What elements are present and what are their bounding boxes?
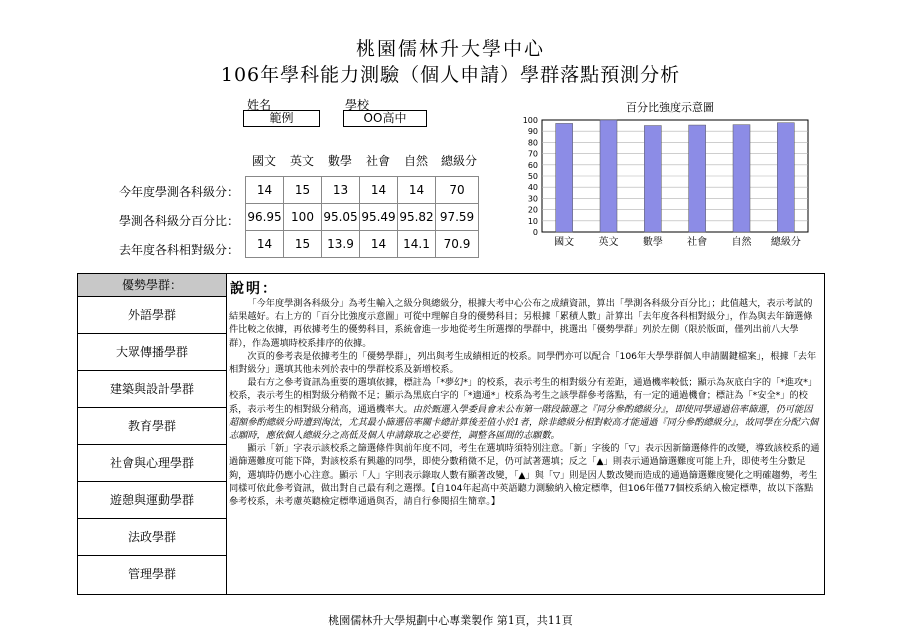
- x-tick-label: 自然: [731, 237, 752, 248]
- page-title: 桃園儒林升大學中心: [355, 38, 545, 60]
- score-cell: 14: [246, 177, 284, 204]
- x-tick-label: 國文: [554, 237, 575, 248]
- score-cell: 95.82: [398, 204, 436, 231]
- group-item: 外語學群: [78, 297, 226, 334]
- chart-title: 百分比強度示意圖: [626, 101, 714, 114]
- score-cell: 14: [360, 231, 398, 258]
- strength-chart: [510, 112, 810, 257]
- score-cell: 15: [284, 177, 322, 204]
- y-tick-label: 30: [527, 194, 538, 204]
- subject-header: 國文: [251, 154, 276, 168]
- y-tick-label: 50: [527, 172, 538, 181]
- dominant-groups-panel: [77, 273, 227, 595]
- y-tick-label: 80: [527, 138, 538, 148]
- row-label-percent: 學測各科級分百分比：: [118, 214, 239, 228]
- description-paragraph: 「今年度學測各科級分」為考生輸入之級分與總級分，根據大考中心公布之成績資訊，算出「學測各科級分百分比」；此值越大，表示考試的結果越好。右上方的「百分比強度示意圖」可從中理解自身的優勢科目；另根據「累積人數」計算出「去年度各科相對級分」，作為與去年篩選條件比較之依據，再依據考生的優勢科目，系統會進一步地從考生所選擇的學群中，挑選出「優勢學群」列於左側（限於版面，僅列出前八大學群），作為選填時校系排序的依據。: [229, 298, 813, 349]
- subject-header: 自然: [403, 154, 428, 168]
- score-cell: 95.49: [360, 204, 398, 231]
- y-tick-label: 0: [532, 228, 538, 237]
- table-row: [246, 177, 479, 204]
- description-paragraph: [229, 376, 821, 442]
- subject-header: 英文: [289, 154, 314, 168]
- page-footer: 桃園儒林升大學規劃中心專業製作 第1頁，共11頁: [328, 614, 573, 627]
- name-label: 姓名: [247, 98, 272, 112]
- school-field: OO高中: [343, 110, 427, 127]
- bar: [777, 123, 794, 232]
- score-cell: 14.1: [398, 231, 436, 258]
- score-cell: 100: [284, 204, 322, 231]
- bar: [644, 126, 661, 232]
- row-label-current: 今年度學測各科級分：: [118, 185, 239, 199]
- group-item: 大眾傳播學群: [78, 334, 226, 371]
- score-cell: 97.59: [436, 204, 479, 231]
- description-paragraph: 顯示「新」字表示該校系之篩選條件與前年度不同，考生在選填時須特別注意。「新」字後的「▽」表示因新篩選條件的改變，導致該校系的通過篩選難度可能下降，對該校系有興趣的同學，即使分數稍微不足，仍可試著選填；反之「▲」則表示通過篩選難度可能上升，即使考生分數足夠，選填時仍應小心注意。顯示「人」字則表示錄取人數有顯著改變，「▲」與「▽」則是因人數改變而造成的通過篩選難度變化之明確趨勢，考生同樣可依此參考資訊，做出對自己最有利之選擇。【自104年起高中英語聽力測驗納入檢定標準，但106年僅77個校系納入檢定標準，故以下落點參考校系，未考慮英聽檢定標準通過與否，請自行參閱招生簡章。】: [229, 443, 820, 508]
- score-cell: 96.95: [246, 204, 284, 231]
- name-field: 範例: [243, 110, 320, 127]
- y-tick-label: 10: [527, 216, 538, 226]
- bar: [689, 125, 706, 232]
- x-tick-label: 總級分: [770, 237, 801, 248]
- score-cell: 14: [246, 231, 284, 258]
- x-tick-label: 數學: [642, 237, 663, 248]
- y-tick-label: 100: [522, 116, 538, 125]
- y-tick-label: 40: [527, 183, 538, 193]
- y-tick-label: 90: [527, 127, 538, 137]
- group-item: 遊憩與運動學群: [78, 482, 226, 519]
- subject-header: 總級分: [440, 154, 477, 168]
- score-cell: 14: [360, 177, 398, 204]
- table-row: [246, 204, 479, 231]
- subject-header: 數學: [327, 154, 352, 168]
- row-label-lastyear: 去年度各科相對級分：: [118, 243, 239, 257]
- x-tick-label: 英文: [598, 237, 619, 248]
- score-cell: 13: [322, 177, 360, 204]
- score-cell: 13.9: [322, 231, 360, 258]
- group-item: 教育學群: [78, 408, 226, 445]
- description-title: 說明：: [230, 281, 278, 297]
- bar: [600, 120, 617, 232]
- group-item: 社會與心理學群: [78, 445, 226, 482]
- page-subtitle: 106年學科能力測驗（個人申請）學群落點預測分析: [220, 64, 681, 86]
- y-tick-label: 20: [527, 205, 538, 215]
- table-row: [246, 231, 479, 258]
- bar: [733, 125, 750, 232]
- y-tick-label: 60: [527, 160, 538, 170]
- description-paragraph: 次頁的參考表是依據考生的「優勢學群」，列出與考生成績相近的校系。同學們亦可以配合「106年大學學群個人申請關鍵檔案」，根據「去年相對級分」選填其他未列於表中的學群校系及新增校系。: [229, 350, 817, 376]
- dominant-groups-header: 優勢學群：: [78, 274, 226, 297]
- group-item: 建築與設計學群: [78, 371, 226, 408]
- bar: [556, 123, 573, 232]
- description-emphasis: 由於甄選入學委員會未公布第一階段篩選之『同分參酌總級分』，即使同學通過倍率篩選，仍可能因超額參酌總級分時遭到淘汰，尤其最小篩選倍率關卡總計算後差值小於1者，除非總級分相對較高才能通過『同分參酌總級分』，故同學在分配六個志願時，應依個人總級分之高低及個人申請錄取之必要性，調整各區間的志願數。: [229, 403, 819, 442]
- description-panel: [225, 273, 825, 595]
- description-body: [229, 297, 821, 508]
- group-item: 管理學群: [127, 567, 176, 581]
- y-tick-label: 70: [527, 149, 538, 159]
- score-cell: 95.05: [322, 204, 360, 231]
- score-cell: 15: [284, 231, 322, 258]
- x-tick-label: 社會: [687, 237, 708, 248]
- score-cell: 14: [398, 177, 436, 204]
- score-cell: 70.9: [436, 231, 479, 258]
- school-label: 學校: [345, 98, 370, 112]
- subject-header: 社會: [365, 154, 390, 168]
- description-text: 最右方之參考資訊為重要的選填依據，標註為「*夢幻*」的校系，表示考生的相對級分有差距，通過機率較低；顯示為灰底白字的「*進攻*」校系，表示考生的相對級分稍微不足；顯示為黑底白字的「*適通*」校系為考生之該學群參考落點，有一定的通過機會；標註為「*安全*」的校系，表示考生的相對級分稍高，通過機率大。: [229, 377, 818, 415]
- score-cell: 70: [436, 177, 479, 204]
- scores-table: [245, 176, 479, 258]
- group-item: 法政學群: [78, 519, 226, 556]
